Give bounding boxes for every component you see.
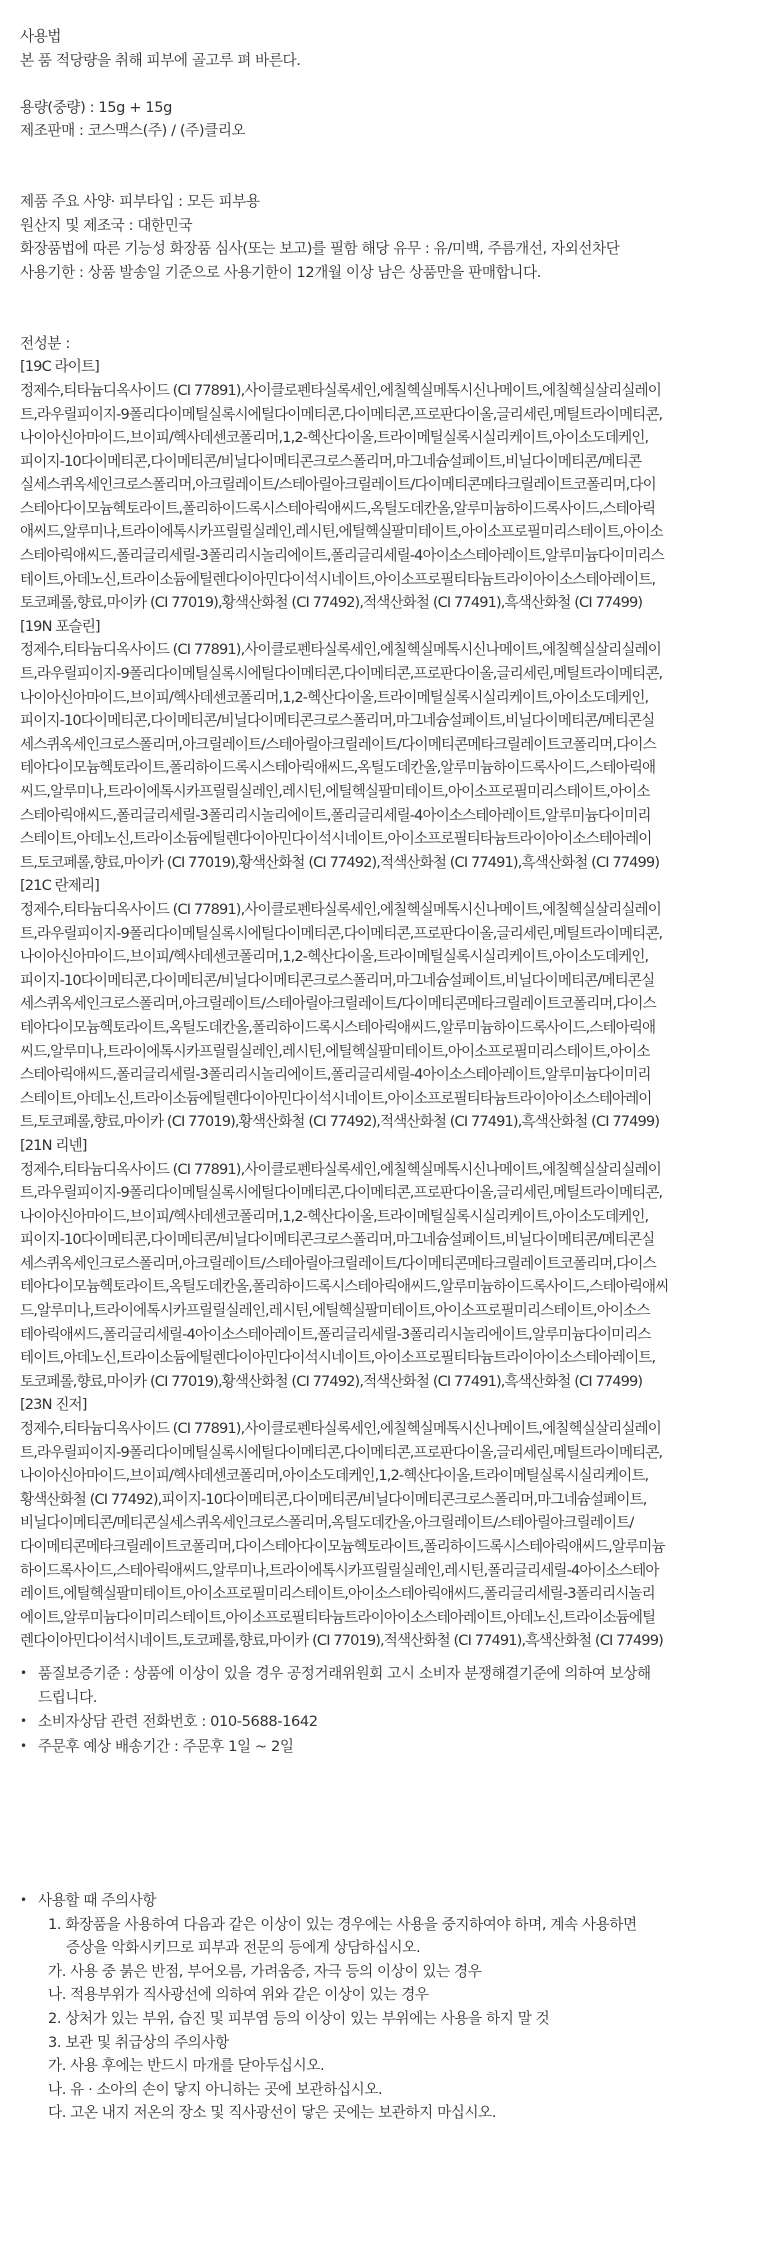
caution-section <box>20 1889 760 2125</box>
ingredient-line: 스테이트,아데노신,트라이소듐에틸렌다이아민다이석시네이트,아이소프로필티타늄트라이아이소스테아레이 <box>20 830 652 848</box>
ingredient-line: 정제수,티타늄디옥사이드 (CI 77891),사이클로펜타실록세인,에칠헥실메톡시신나메이트,에칠헥실살리실레이 <box>20 381 661 399</box>
ingredient-line: 테아다이모늄헥토라이트,폴리하이드록시스테아릭애씨드,옥틸도데칸올,알루미늄하이드록사이드,스테아릭애 <box>20 759 656 777</box>
ingredient-line: 씨드,알루미나,트라이에톡시카프릴릴실레인,레시틴,에틸헥실팔미테이트,아이소프로필미리스테이트,아이소 <box>20 1042 650 1060</box>
notice-text: 소비자상담 관련 전화번호 : 010-5688-1642 <box>38 1713 318 1731</box>
ingredient-line: 비닐다이메티콘/메티콘실세스퀴옥세인크로스폴리머,옥틸도데칸올,아크릴레이트/스테아릴아크릴레이트/ <box>20 1514 634 1532</box>
ingredient-shade-heading: [21C 란제리] <box>20 877 99 895</box>
ingredient-line: 스테아릭애씨드,폴리글리세릴-3폴리리시놀리에이트,폴리글리세릴-4아이소스테아레이트,알루미늄다이미리스 <box>20 547 664 565</box>
info-skin-type: 제품 주요 사양· 피부타입 : 모든 피부용 <box>20 193 260 211</box>
ingredient-line: 피이지-10다이메티콘,다이메티콘/비닐다이메티콘크로스폴리머,마그네슘설페이트,비닐다이메티콘/메티콘 <box>20 452 642 470</box>
caution-header <box>20 1889 760 1913</box>
caution-line: 가. 사용 중 붉은 반점, 부어오름, 가려움증, 자극 등의 이상이 있는 경우 <box>48 1962 482 1980</box>
ingredient-line: 실세스퀴옥세인크로스폴리머,아크릴레이트/스테아릴아크릴레이트/다이메티콘메타크릴레이트코폴리머,다이 <box>20 476 656 494</box>
caution-line: 나. 적용부위가 직사광선에 의하여 위와 같은 이상이 있는 경우 <box>48 1986 429 2004</box>
ingredient-line: 테아릭애씨드,폴리글리세릴-4아이소스테아레이트,폴리글리세릴-3폴리리시놀리에이트,알루미늄다이미리스 <box>20 1325 651 1343</box>
usage-text: 본 품 적당량을 취해 피부에 골고루 펴 바른다. <box>20 51 301 69</box>
ingredient-line: 나이아신아마이드,브이피/헥사데센코폴리머,1,2-헥산다이올,트라이메틸실록시실리케이트,아이소도데케인, <box>20 1207 649 1225</box>
ingredient-line: 정제수,티타늄디옥사이드 (CI 77891),사이클로펜타실록세인,에칠헥실메톡시신나메이트,에칠헥실살리실레이 <box>20 641 661 659</box>
notice-text: 품질보증기준 : 상품에 이상이 있을 경우 공정거래위원회 고시 소비자 분쟁해결기준에 의하여 보상해 <box>38 1665 651 1682</box>
ingredient-line: 세스퀴옥세인크로스폴리머,아크릴레이트/스테아릴아크릴레이트/다이메티콘메타크릴레이트코폴리머,다이스 <box>20 1254 656 1272</box>
ingredient-line: 토코페롤,향료,마이카 (CI 77019),황색산화철 (CI 77492),적색산화철 (CI 77491),흑색산화철 (CI 77499) <box>20 594 643 612</box>
ingredient-line: 렌다이아민다이석시네이트,토코페롤,향료,마이카 (CI 77019),적색산화철 (CI 77491),흑색산화철 (CI 77499) <box>20 1632 663 1650</box>
usage-title: 사용법 <box>20 28 62 45</box>
caution-line: 1. 화장품을 사용하여 다음과 같은 이상이 있는 경우에는 사용을 중지하여야 하며, 계속 사용하면 <box>48 1915 637 1933</box>
ingredient-line: 테아다이모늄헥토라이트,옥틸도데칸올,폴리하이드록시스테아릭애씨드,알루미늄하이드록사이드,스테아릭애 <box>20 1018 656 1036</box>
ingredient-shade-heading: [19C 라이트] <box>20 358 99 376</box>
ingredient-line: 레이트,에틸헥실팔미테이트,아이소프로필미리스테이트,아이소스테아릭애씨드,폴리글리세릴-3폴리리시놀리 <box>20 1585 655 1603</box>
notice-item <box>20 1735 760 1759</box>
ingredient-line: 피이지-10다이메티콘,다이메티콘/비닐다이메티콘크로스폴리머,마그네슘설페이트,비닐다이메티콘/메티콘실 <box>20 971 655 989</box>
ingredient-line: 드,알루미나,트라이에톡시카프릴릴실레인,레시틴,에틸헥실팔미테이트,아이소프로필미리스테이트,아이소스 <box>20 1302 650 1320</box>
ingredient-line: 트,라우릴피이지-9폴리다이메틸실록시에틸다이메티콘,다이메티콘,프로판다이올,글리세린,메틸트라이메티콘, <box>20 665 663 683</box>
ingredient-line: 테아다이모늄헥토라이트,옥틸도데칸올,폴리하이드록시스테아릭애씨드,알루미늄하이드록사이드,스테아릭애씨 <box>20 1278 669 1296</box>
spec-volume: 용량(중량) : 15g + 15g <box>20 98 172 116</box>
info-functional-cosmetic: 화장품법에 따른 기능성 화장품 심사(또는 보고)를 필함 해당 유무 : 유/미백, 주름개선, 자외선차단 <box>20 240 620 258</box>
ingredient-line: 씨드,알루미나,트라이에톡시카프릴릴실레인,레시틴,에틸헥실팔미테이트,아이소프로필미리스테이트,아이소 <box>20 783 650 800</box>
ingredients-list <box>20 355 768 1653</box>
ingredient-line: 피이지-10다이메티콘,다이메티콘/비닐다이메티콘크로스폴리머,마그네슘설페이트,비닐다이메티콘/메티콘실 <box>20 712 655 730</box>
ingredient-line: 트,라우릴피이지-9폴리다이메틸실록시에틸다이메티콘,다이메티콘,프로판다이올,글리세린,메틸트라이메티콘, <box>20 924 663 942</box>
ingredient-line: 피이지-10다이메티콘,다이메티콘/비닐다이메티콘크로스폴리머,마그네슘설페이트,비닐다이메티콘/메티콘실 <box>20 1231 655 1249</box>
ingredient-line: 스테이트,아데노신,트라이소듐에틸렌다이아민다이석시네이트,아이소프로필티타늄트라이아이소스테아레이 <box>20 1089 652 1107</box>
ingredient-line: 나이아신아마이드,브이피/헥사데센코폴리머,1,2-헥산다이올,트라이메틸실록시실리케이트,아이소도데케인, <box>20 948 649 966</box>
ingredient-line: 정제수,티타늄디옥사이드 (CI 77891),사이클로펜타실록세인,에칠헥실메톡시신나메이트,에칠헥실살리실레이 <box>20 1160 661 1178</box>
ingredient-line: 스테아릭애씨드,폴리글리세릴-3폴리리시놀리에이트,폴리글리세릴-4아이소스테아레이트,알루미늄다이미리 <box>20 1066 651 1084</box>
ingredient-line: 다이메티콘메타크릴레이트코폴리머,다이스테아다이모늄헥토라이트,폴리하이드록시스테아릭애씨드,알루미늄 <box>20 1538 665 1555</box>
ingredient-line: 세스퀴옥세인크로스폴리머,아크릴레이트/스테아릴아크릴레이트/다이메티콘메타크릴레이트코폴리머,다이스 <box>20 735 656 753</box>
bullet: • <box>20 1893 27 1907</box>
ingredient-line: 나이아신아마이드,브이피/헥사데센코폴리머,아이소도데케인,1,2-헥산다이올,트라이메틸실록시실리케이트, <box>20 1467 649 1485</box>
ingredient-line: 스테아릭애씨드,폴리글리세릴-3폴리리시놀리에이트,폴리글리세릴-4아이소스테아레이트,알루미늄다이미리 <box>20 806 651 824</box>
notice-list <box>20 1662 760 1759</box>
ingredient-line: 나이아신아마이드,브이피/헥사데센코폴리머,1,2-헥산다이올,트라이메틸실록시실리케이트,아이소도데케인, <box>20 429 649 447</box>
ingredients-title: 전성분 : <box>20 334 70 352</box>
ingredient-line: 트,토코페롤,향료,마이카 (CI 77019),황색산화철 (CI 77492),적색산화철 (CI 77491),흑색산화철 (CI 77499) <box>20 1113 660 1131</box>
caution-line: 가. 사용 후에는 반드시 마개를 닫아두십시오. <box>48 2057 325 2075</box>
ingredient-line: 애씨드,알루미나,트라이에톡시카프릴릴실레인,레시틴,에틸헥실팔미테이트,아이소프로필미리스테이트,아이소 <box>20 523 663 541</box>
caution-line: 3. 보관 및 취급상의 주의사항 <box>48 2033 229 2051</box>
ingredient-shade-heading: [21N 리넨] <box>20 1136 87 1154</box>
caution-line: 나. 유 · 소아의 손이 닿지 아니하는 곳에 보관하십시오. <box>48 2080 383 2098</box>
notice-item <box>20 1662 760 1709</box>
ingredient-line: 하이드록사이드,스테아릭애씨드,알루미나,트라이에톡시카프릴릴실레인,레시틴,폴리글리세릴-4아이소스테아 <box>20 1561 659 1579</box>
bullet: • <box>20 1714 27 1729</box>
ingredient-line: 트,라우릴피이지-9폴리다이메틸실록시에틸다이메티콘,다이메티콘,프로판다이올,글리세린,메틸트라이메티콘, <box>20 405 663 423</box>
bullet: • <box>20 1738 27 1753</box>
ingredient-line: 세스퀴옥세인크로스폴리머,아크릴레이트/스테아릴아크릴레이트/다이메티콘메타크릴레이트코폴리머,다이스 <box>20 995 656 1013</box>
product-info-document <box>20 25 768 1653</box>
ingredient-line: 테이트,아데노신,트라이소듐에틸렌다이아민다이석시네이트,아이소프로필티타늄트라이아이소스테아레이트, <box>20 570 656 588</box>
ingredient-line: 트,라우릴피이지-9폴리다이메틸실록시에틸다이메티콘,다이메티콘,프로판다이올,글리세린,메틸트라이메티콘, <box>20 1443 663 1461</box>
ingredient-line: 정제수,티타늄디옥사이드 (CI 77891),사이클로펜타실록세인,에칠헥실메톡시신나메이트,에칠헥실살리실레이 <box>20 900 661 918</box>
ingredient-line: 황색산화철 (CI 77492),피이지-10다이메티콘,다이메티콘/비닐다이메티콘크로스폴리머,마그네슘설페이트, <box>20 1490 647 1508</box>
ingredient-line: 토코페롤,향료,마이카 (CI 77019),황색산화철 (CI 77492),적색산화철 (CI 77491),흑색산화철 (CI 77499) <box>20 1372 643 1390</box>
ingredient-line: 트,라우릴피이지-9폴리다이메틸실록시에틸다이메티콘,다이메티콘,프로판다이올,글리세린,메틸트라이메티콘, <box>20 1184 663 1202</box>
ingredient-line: 스테아다이모늄헥토라이트,폴리하이드록시스테아릭애씨드,옥틸도데칸올,알루미늄하이드록사이드,스테아릭 <box>20 499 656 517</box>
caution-line: 다. 고온 내지 저온의 장소 및 직사광선이 닿은 곳에는 보관하지 마십시오. <box>48 2104 497 2122</box>
notice-item <box>20 1710 760 1734</box>
ingredient-shade-heading: [23N 진저] <box>20 1396 87 1414</box>
ingredient-line: 트,토코페롤,향료,마이카 (CI 77019),황색산화철 (CI 77492),적색산화철 (CI 77491),흑색산화철 (CI 77499) <box>20 853 660 871</box>
ingredient-line: 나이아신아마이드,브이피/헥사데센코폴리머,1,2-헥산다이올,트라이메틸실록시실리케이트,아이소도데케인, <box>20 688 649 706</box>
caution-line: 2. 상처가 있는 부위, 습진 및 피부염 등의 이상이 있는 부위에는 사용을 하지 말 것 <box>48 2009 550 2027</box>
info-origin: 원산지 및 제조국 : 대한민국 <box>20 216 193 234</box>
bullet: • <box>20 1666 27 1680</box>
spec-manufacturer: 제조판매 : 코스맥스(주) / (주)클리오 <box>20 122 246 140</box>
caution-title: 사용할 때 주의사항 <box>38 1892 157 1909</box>
notice-text: 주문후 예상 배송기간 : 주문후 1일 ~ 2일 <box>38 1737 294 1755</box>
ingredient-line: 에이트,알루미늄다이미리스테이트,아이소프로필티타늄트라이아이소스테아레이트,아데노신,트라이소듐에틸 <box>20 1608 656 1626</box>
info-expiry: 사용기한 : 상품 발송일 기준으로 사용기한이 12개월 이상 남은 상품만을 판매합니다. <box>20 263 541 281</box>
ingredient-line: 정제수,티타늄디옥사이드 (CI 77891),사이클로펜타실록세인,에칠헥실메톡시신나메이트,에칠헥실살리실레이 <box>20 1420 661 1438</box>
ingredient-shade-heading: [19N 포슬린] <box>20 617 100 635</box>
notice-text: 드립니다. <box>38 1688 98 1706</box>
ingredient-line: 테이트,아데노신,트라이소듐에틸렌다이아민다이석시네이트,아이소프로필티타늄트라이아이소스테아레이트, <box>20 1349 656 1367</box>
caution-line: 증상을 악화시키므로 피부과 전문의 등에게 상담하십시오. <box>66 1939 421 1957</box>
